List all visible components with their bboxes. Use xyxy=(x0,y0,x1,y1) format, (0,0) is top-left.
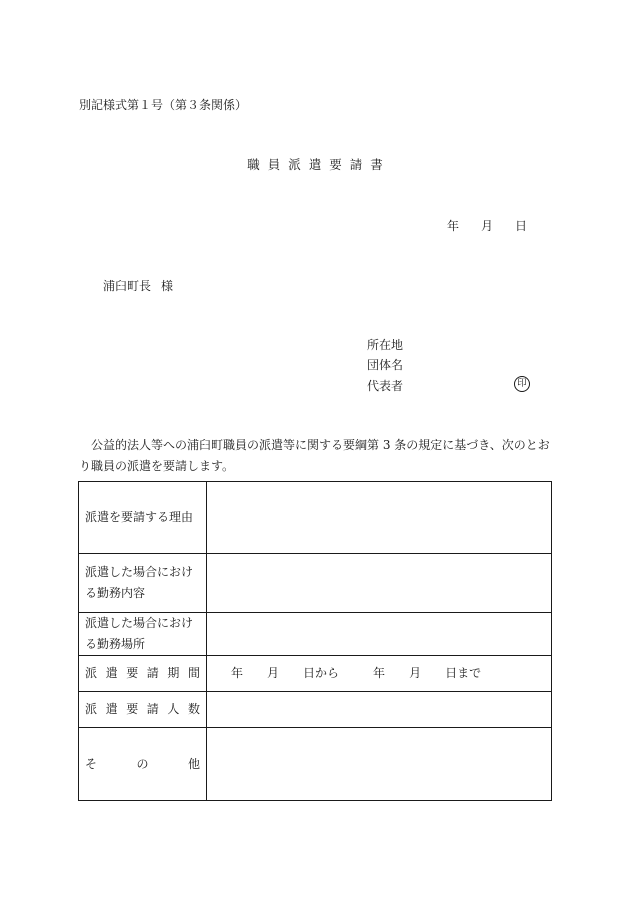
other-label-char: の xyxy=(136,756,149,771)
period-end-day: 日まで xyxy=(445,666,482,680)
title-char: 員 xyxy=(267,157,281,172)
period-start-year: 年 xyxy=(231,666,244,680)
period-label-char: 請 xyxy=(146,666,159,680)
other-label-char: そ xyxy=(85,756,98,771)
period-label xyxy=(85,663,200,684)
request-statement: 公益的法人等への浦臼町職員の派遣等に関する要綱第 3 条の規定に基づき、次のとおり職員の派遣を要請します。 xyxy=(79,438,550,473)
addressee-honorific: 様 xyxy=(161,279,174,293)
table-row xyxy=(79,692,552,728)
applicant-rep-label: 代表者 xyxy=(367,379,404,393)
period-end-month: 月 xyxy=(409,666,422,680)
title-char: 派 xyxy=(288,157,301,172)
other-label xyxy=(85,754,200,775)
duties-field[interactable] xyxy=(207,554,552,613)
title-char: 職 xyxy=(247,157,260,172)
count-label-char: 請 xyxy=(146,702,159,716)
count-label-cell xyxy=(79,692,207,728)
seal-mark: 印 xyxy=(514,376,530,392)
table-row xyxy=(79,554,552,613)
count-label-char: 遣 xyxy=(105,702,118,716)
date-day: 日 xyxy=(515,219,528,233)
applicant-org-label: 団体名 xyxy=(367,358,404,372)
title-char: 書 xyxy=(370,157,383,172)
reason-field[interactable] xyxy=(207,482,552,554)
count-label-char: 人 xyxy=(167,702,180,716)
period-label-char: 遣 xyxy=(105,666,118,680)
title-char: 遣 xyxy=(308,157,322,172)
table-row xyxy=(79,728,552,801)
workplace-field[interactable] xyxy=(207,613,552,656)
period-start-day: 日から xyxy=(303,666,340,680)
period-start-month: 月 xyxy=(267,666,280,680)
count-field[interactable] xyxy=(207,692,552,728)
count-label-char: 要 xyxy=(126,702,139,716)
other-label-char: 他 xyxy=(187,756,200,771)
period-label-char: 派 xyxy=(85,666,98,680)
period-label-cell xyxy=(79,656,207,692)
applicant-address-label: 所在地 xyxy=(367,338,404,352)
date-line xyxy=(447,217,527,234)
title-char: 請 xyxy=(349,157,363,172)
form-number: 別記様式第１号（第３条関係） xyxy=(79,98,248,112)
request-table xyxy=(78,481,552,801)
other-field[interactable] xyxy=(207,728,552,801)
table-row xyxy=(79,613,552,656)
workplace-label: 派遣した場合における勤務場所 xyxy=(79,613,207,656)
addressee-name: 浦臼町長 xyxy=(103,279,152,293)
reason-label: 派遣を要請する理由 xyxy=(79,482,207,554)
document-title xyxy=(0,155,630,173)
date-year: 年 xyxy=(447,219,460,233)
count-label-char: 派 xyxy=(85,702,98,716)
duties-label: 派遣した場合における勤務内容 xyxy=(79,554,207,613)
count-label-char: 数 xyxy=(187,702,200,716)
title-char: 要 xyxy=(329,157,342,172)
period-label-char: 要 xyxy=(126,666,139,680)
period-label-char: 間 xyxy=(187,666,200,680)
other-label-cell xyxy=(79,728,207,801)
date-month: 月 xyxy=(481,219,494,233)
addressee xyxy=(103,277,173,294)
table-row xyxy=(79,482,552,554)
period-field[interactable] xyxy=(207,656,552,692)
period-end-year: 年 xyxy=(373,666,386,680)
count-label xyxy=(85,699,200,720)
period-label-char: 期 xyxy=(167,666,180,680)
table-row xyxy=(79,656,552,692)
